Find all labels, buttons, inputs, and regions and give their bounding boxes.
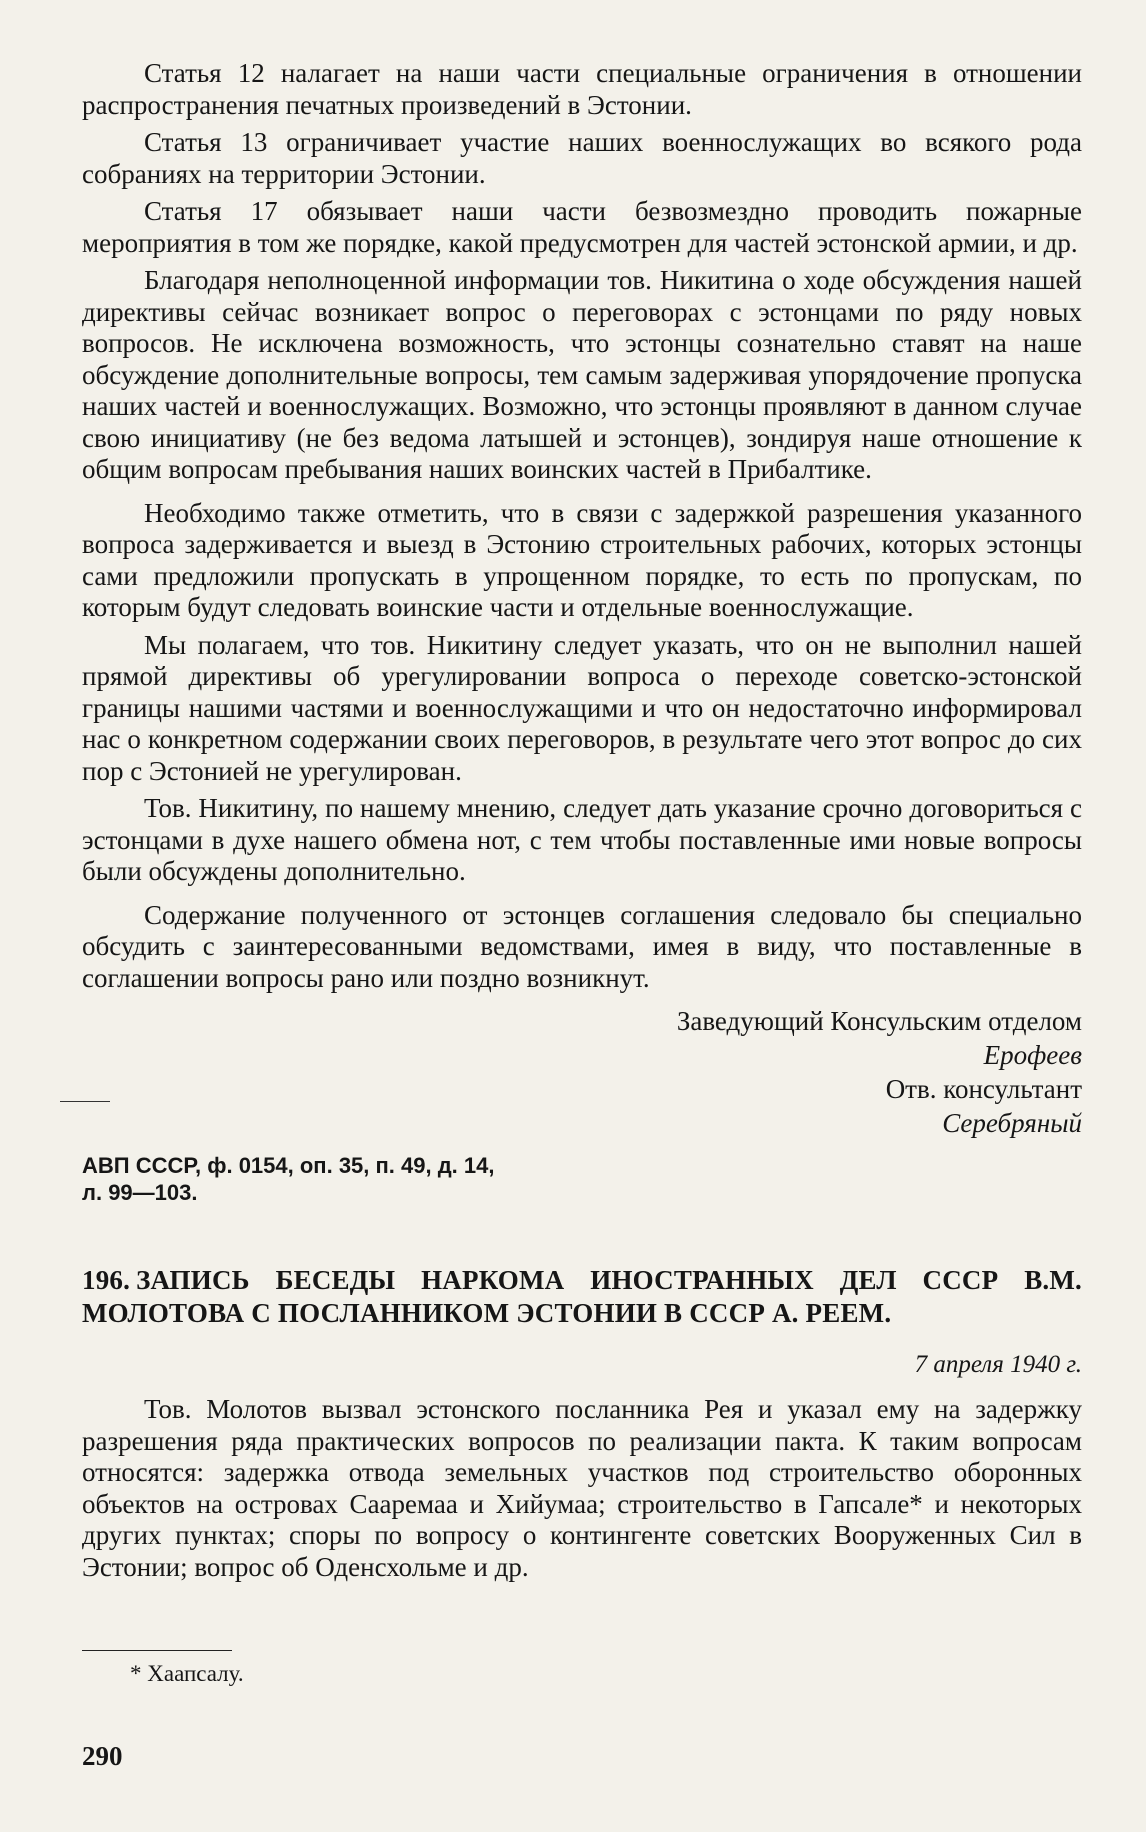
page-content [82,58,1082,1589]
document-date: 7 апреля 1940 г. [914,1351,1082,1378]
margin-dash [60,1101,110,1102]
footnote-rule [82,1650,232,1651]
paragraph-molotov: Тов. Молотов вызвал эстонского посланника Рея и указал ему на задержку разрешения ряда практических вопросов по реализации пакта. К таким вопросам относятся: задержка отвода земельных участков под строительство оборонных объектов на островах Сааремаа и Хийумаа; строительство в Гапсале* и некоторых других пунктах; споры по вопросу о контингенте советских Вооруженных Сил в Эстонии; вопрос об Оденсхольме и др. [82,1394,1082,1582]
archive-reference [82,1152,1082,1206]
document-number: 196. [82,1265,131,1295]
archive-reference-line1: АВП СССР, ф. 0154, оп. 35, п. 49, д. 14, [82,1153,495,1178]
footnote: * Хаапсалу. [130,1661,244,1686]
paragraph-directive: Мы полагаем, что тов. Никитину следует указать, что он не выполнил нашей прямой директивы об урегулировании вопроса о переходе советско-эстонской границы нашими частями и военнослужащими и что он недостаточно информировал нас о конкретном содержании своих переговоров, в результате чего этот вопрос до сих пор с Эстонией не урегулирован. [82,629,1082,786]
paragraph-workers-delay: Необходимо также отметить, что в связи с задержкой разрешения указанного вопроса задерживается и выезд в Эстонию строительных рабочих, которых эстонцы сами предложили пропускать в упрощенном порядке, то есть по пропускам, по которым будут следовать воинские части и отдельные военнослужащие. [82,497,1082,622]
paragraph-article-13: Статья 13 ограничивает участие наших военнослужащих во всякого рода собраниях на территории Эстонии. [82,127,1082,189]
page-number: 290 [82,1741,123,1771]
signature-title-head: Заведующий Консульским отделом [676,1006,1082,1036]
document-heading [82,1264,1082,1330]
document-title: ЗАПИСЬ БЕСЕДЫ НАРКОМА ИНОСТРАННЫХ ДЕЛ СССР В.М. МОЛОТОВА С ПОСЛАННИКОМ ЭСТОНИИ В СССР А. РЕЕМ. [82,1265,1082,1328]
paragraph-agreement: Содержание полученного от эстонцев соглашения следовало бы специально обсудить с заинтересованными ведомствами, имея в виду, что поставленные в соглашении вопросы рано или поздно возникнут. [82,899,1082,993]
signature-name-serebryany: Серебряный [942,1108,1082,1138]
archive-reference-line2: л. 99—103. [82,1180,198,1205]
signature-title-consultant: Отв. консультант [885,1074,1082,1104]
paragraph-article-12: Статья 12 налагает на наши части специальные ограничения в отношении распространения печатных произведений в Эстонии. [82,58,1082,120]
paragraph-nikitin-info: Благодаря неполноценной информации тов. Никитина о ходе обсуждения нашей директивы сейчас возникает вопрос о переговорах с эстонцами по ряду новых вопросов. Не исключена возможность, что эстонцы сознательно ставят на наше обсуждение дополнительные вопросы, тем самым задерживая упорядочение пропуска наших частей и военнослужащих. Возможно, что эстонцы проявляют в данном случае свою инициативу (не без ведома латышей и эстонцев), зондируя наше отношение к общим вопросам пребывания наших воинских частей в Прибалтике. [82,265,1082,484]
paragraph-article-17: Статья 17 обязывает наши части безвозмездно проводить пожарные мероприятия в том же порядке, какой предусмотрен для частей эстонской армии, и др. [82,196,1082,258]
paragraph-instruction: Тов. Никитину, по нашему мнению, следует дать указание срочно договориться с эстонцами в духе нашего обмена нот, с тем чтобы поставленные ими новые вопросы были обсуждены дополнительно. [82,793,1082,886]
signature-name-erofeev: Ерофеев [983,1040,1082,1070]
signature-block [82,1004,1082,1140]
